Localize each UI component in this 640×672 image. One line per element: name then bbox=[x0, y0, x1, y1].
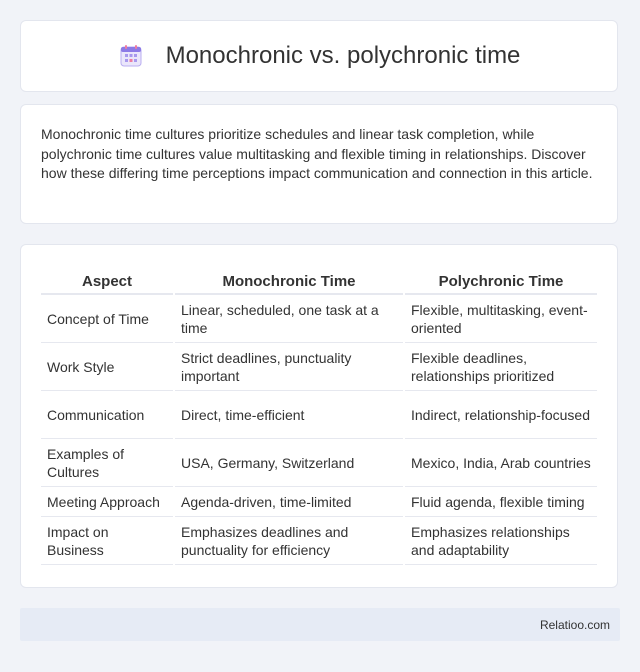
row-monochronic: Agenda-driven, time-limited bbox=[175, 487, 403, 517]
row-aspect: Work Style bbox=[41, 343, 173, 391]
intro-text: Monochronic time cultures prioritize schedules and linear task completion, while polychronic time cultures value multitasking and flexible timing in relationships. Discover how these differing time perceptions impact communication and connection in this article. bbox=[41, 126, 593, 181]
row-polychronic: Mexico, India, Arab countries bbox=[405, 439, 597, 487]
row-monochronic: Strict deadlines, punctuality important bbox=[175, 343, 403, 391]
title-card bbox=[20, 20, 618, 92]
intro-card bbox=[20, 104, 618, 224]
header-aspect: Aspect bbox=[41, 265, 173, 295]
row-polychronic: Flexible deadlines, relationships prioritized bbox=[405, 343, 597, 391]
row-monochronic: Emphasizes deadlines and punctuality for efficiency bbox=[175, 517, 403, 565]
footer-brand: Relatioo.com bbox=[539, 617, 610, 632]
row-aspect: Impact on Business bbox=[41, 517, 173, 565]
table-row bbox=[41, 517, 597, 565]
row-aspect: Communication bbox=[41, 391, 173, 439]
row-polychronic: Flexible, multitasking, event-oriented bbox=[405, 295, 597, 343]
row-aspect: Concept of Time bbox=[41, 295, 173, 343]
table-row bbox=[41, 487, 597, 517]
calendar-icon bbox=[118, 43, 144, 69]
table-row bbox=[41, 439, 597, 487]
header-polychronic: Polychronic Time bbox=[405, 265, 597, 295]
table-header-row bbox=[41, 265, 597, 295]
row-polychronic: Fluid agenda, flexible timing bbox=[405, 487, 597, 517]
page-title: Monochronic vs. polychronic time bbox=[165, 42, 521, 69]
row-monochronic: Linear, scheduled, one task at a time bbox=[175, 295, 403, 343]
row-monochronic: Direct, time-efficient bbox=[175, 391, 403, 439]
table-row bbox=[41, 295, 597, 343]
row-aspect: Examples of Cultures bbox=[41, 439, 173, 487]
table-row bbox=[41, 391, 597, 439]
row-monochronic: USA, Germany, Switzerland bbox=[175, 439, 403, 487]
comparison-table bbox=[39, 265, 599, 565]
footer bbox=[20, 608, 620, 641]
row-polychronic: Emphasizes relationships and adaptability bbox=[405, 517, 597, 565]
comparison-card bbox=[20, 244, 618, 588]
header-monochronic: Monochronic Time bbox=[175, 265, 403, 295]
table-row bbox=[41, 343, 597, 391]
row-aspect: Meeting Approach bbox=[41, 487, 173, 517]
row-polychronic: Indirect, relationship-focused bbox=[405, 391, 597, 439]
